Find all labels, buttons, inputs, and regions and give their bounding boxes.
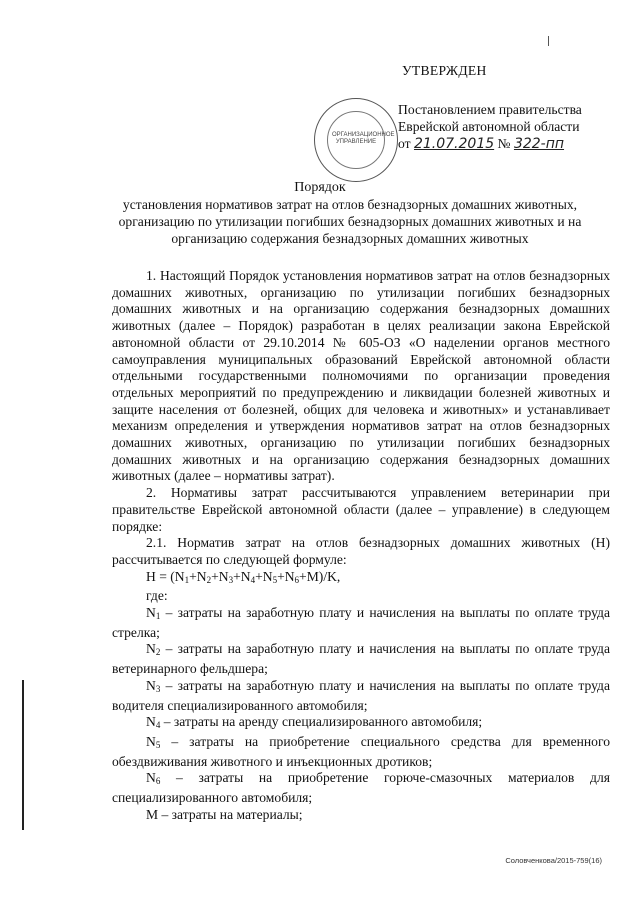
approval-date-line (398, 135, 618, 153)
formula: $Н = (N_1+N_2+N_3+N_4+N_5+N_6+M)/K$, (146, 568, 341, 585)
definition-n2: $N_2$ – затраты на заработную плату и начисления на выплаты по оплате труда ветеринарного фельдшера; (112, 641, 610, 677)
document-title: Порядок (294, 180, 346, 195)
document-body (112, 268, 610, 824)
approval-heading: УТВЕРЖДЕН (402, 63, 487, 78)
definition-n5: $N_5$ – затраты на приобретение специального средства для временного обездвиживания животного и инъекционных дротиков; (112, 733, 610, 769)
definition-n1: $N_1$ – затраты на заработную плату и начисления на выплаты по оплате труда стрелка; (112, 605, 610, 640)
footer-reference: Соловченкова/2015-759(16) (505, 856, 602, 865)
stamp-text: ОРГАНИЗАЦИОННОЕ УПРАВЛЕНИЕ (332, 132, 395, 145)
official-stamp (314, 98, 398, 182)
document-subtitle: установления нормативов затрат на отлов безнадзорных домашних животных, организацию по утилизации погибших безнадзорных домашних животных и на организацию содержания безнадзорных домашних животных (118, 197, 582, 246)
definition-m: М – затраты на материалы; (146, 806, 303, 822)
scan-mark (548, 36, 549, 46)
definition-n3: $N_3$ – затраты на заработную плату и начисления на выплаты по оплате труда водителя специализированного автомобиля; (112, 677, 610, 713)
paragraph-2: 2. Нормативы затрат рассчитываются управлением ветеринарии при правительстве Еврейской автономной области (далее – управление) в следующем порядке: (112, 485, 610, 534)
from-label: от (398, 136, 411, 151)
paragraph-1: 1. Настоящий Порядок установления нормативов затрат на отлов безнадзорных домашних животных, организацию по утилизации погибших безнадзорных домашних животных и на организацию содержания безнадзорных домашних животных (далее – Порядок) разработан в целях реализации закона Еврейской автономной области от 29.10.2014 № 605-ОЗ «О наделении органов местного самоуправления муниципальных образований Еврейской автономной области отдельными государственными полномочиями по организации проведения отдельных мероприятий по предупреждению и ликвидации болезней животных и защите населения от болезней, общих для человека и животных» и устанавливает механизм определения и утверждения нормативов затрат на отлов безнадзорных домашних животных, организацию по утилизации погибших безнадзорных домашних животных и на организацию содержания безнадзорных домашних животных (далее – нормативы затрат). (112, 268, 610, 484)
where-label: где: (146, 588, 168, 604)
definition-n4: $N_4$ – затраты на аренду специализированного автомобиля; (146, 714, 483, 731)
stamp-inner-ring (327, 111, 395, 169)
number-label: № (497, 136, 511, 151)
approval-line-2: Еврейской автономной области (398, 119, 580, 134)
margin-mark (22, 680, 24, 830)
handwritten-number: 322-пп (513, 136, 565, 152)
definition-n6: $N_6$ – затраты на приобретение горюче-смазочных материалов для специализированного автомобиля; (112, 770, 610, 806)
paragraph-2-1: 2.1. Норматив затрат на отлов безнадзорных домашних животных (Н) рассчитывается по следующей формуле: (112, 535, 610, 567)
approval-line-1: Постановлением правительства (398, 102, 582, 117)
approval-block (398, 62, 618, 153)
handwritten-date: 21.07.2015 (413, 136, 495, 152)
